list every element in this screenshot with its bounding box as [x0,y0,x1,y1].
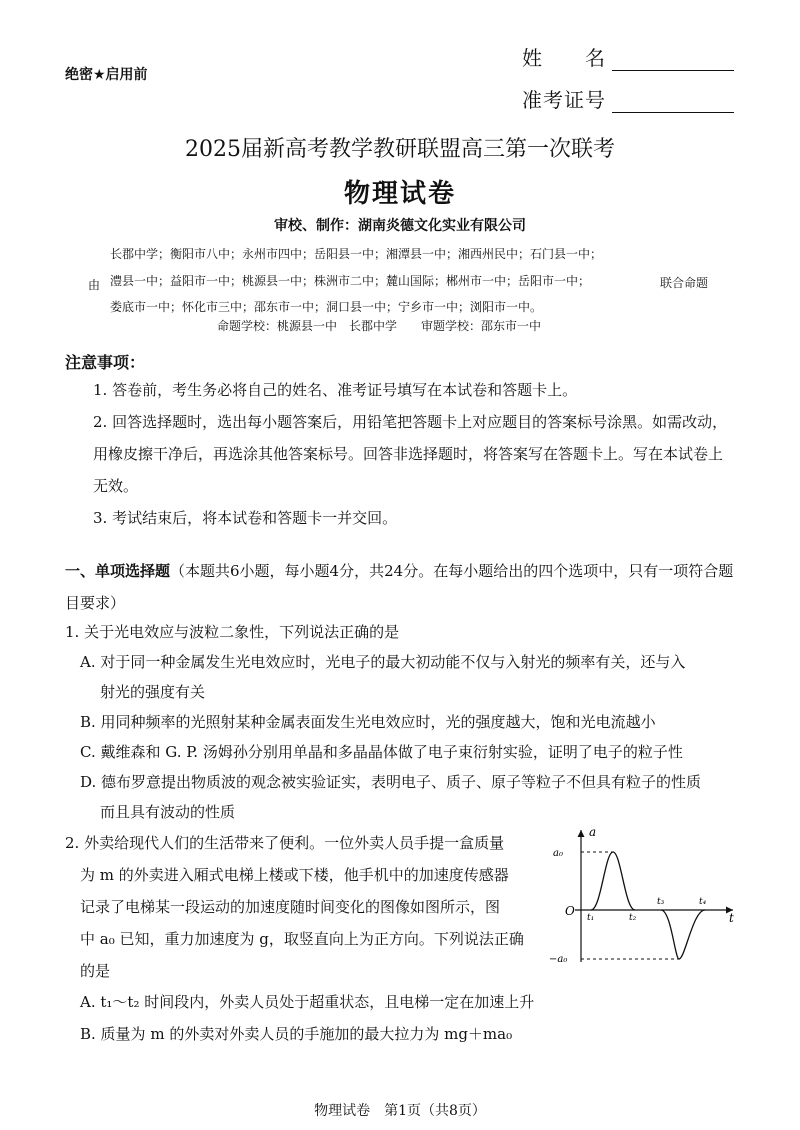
q2-stem-line-1: 2. 外卖给现代人们的生活带来了便利。一位外卖人员手提一盒质量 [65,834,505,852]
schools-line-3: 娄底市一中；怀化市三中；邵东市一中；洞口县一中；宁乡市一中；浏阳市一中。 [110,300,543,314]
section-desc: （本题共6小题，每小题4分，共24分。在每小题给出的四个选项中，只有一项符合题目要求） [65,562,734,612]
notice-item-2: 2. 回答选择题时，选出每小题答案后，用铅笔把答题卡上对应题目的答案标号涂黑。如需改动，用橡皮擦干净后，再选涂其他答案标号。回答非选择题时，将答案写在答题卡上。写在本试卷上无效。 [93,413,728,495]
name-label: 姓 名 [522,46,606,70]
q2-stem-line-5: 的是 [80,962,111,980]
notice-item-1: 1. 答卷前，考生务必将自己的姓名、准考证号填写在本试卷和答题卡上。 [93,381,578,399]
positive-pulse-curve [591,852,635,910]
acceleration-time-graph [545,822,745,972]
id-label: 准考证号 [522,88,606,112]
maker-line: 审校、制作：湖南炎德文化实业有限公司 [274,218,526,234]
t2-label: t₂ [629,913,637,923]
schools-suffix: 联合命题 [660,276,709,290]
t1-label: t₁ [587,913,595,923]
a0-label: a₀ [553,848,563,859]
schools-line-2: 澧县一中；益阳市一中；桃源县一中；株洲市二中；麓山国际；郴州市一中；岳阳市一中； [110,274,591,288]
q1-option-d-cont: 而且具有波动的性质 [100,803,236,821]
t4-label: t₄ [699,897,707,907]
id-field [522,84,734,113]
name-blank[interactable] [612,52,734,71]
proposing-schools: 命题学校：桃源县一中 长郡中学 审题学校：邵东市一中 [217,319,542,333]
q1-option-c: C. 戴维森和 G. P. 汤姆孙分别用单晶和多晶晶体做了电子束衍射实验，证明了电子的粒子性 [80,743,683,761]
section-header [65,555,737,619]
neg-a0-label: −a₀ [549,954,568,965]
q2-option-a: A. t₁～t₂ 时间段内，外卖人员处于超重状态，且电梯一定在加速上升 [80,993,535,1011]
q2-stem-line-4: 中 a₀ 已知，重力加速度为 g，取竖直向上为正方向。下列说法正确 [80,930,524,948]
q1-option-d: D. 德布罗意提出物质波的观念被实验证实，表明电子、质子、原子等粒子不但具有粒子的性质 [80,773,702,791]
q1-stem: 1. 关于光电效应与波粒二象性，下列说法正确的是 [65,623,400,641]
origin-label: O [565,904,575,918]
confidential-mark: 绝密★启用前 [65,67,148,83]
notice-title: 注意事项： [65,353,146,372]
t3-label: t₃ [657,897,665,907]
id-blank[interactable] [612,94,734,113]
q2-stem-line-2: 为 m 的外卖进入厢式电梯上楼或下楼，他手机中的加速度传感器 [80,866,509,884]
exam-title: 2025届新高考教学教研联盟高三第一次联考 [185,137,615,162]
schools-prefix: 由 [88,278,101,292]
negative-pulse-curve [661,910,705,959]
q1-option-b: B. 用同种频率的光照射某种金属表面发生光电效应时，光的强度越大，饱和光电流越小 [80,713,656,731]
x-axis-label: t [729,911,734,925]
notice-item-3: 3. 考试结束后，将本试卷和答题卡一并交回。 [93,509,398,527]
page-footer: 物理试卷 第1页（共8页） [314,1103,486,1119]
name-field [522,42,734,71]
q1-option-a: A. 对于同一种金属发生光电效应时，光电子的最大初动能不仅与入射光的频率有关，还与入 [80,653,686,671]
subject-title: 物理试卷 [343,179,456,209]
section-title: 一、单项选择题 [65,562,171,580]
q2-option-b: B. 质量为 m 的外卖对外卖人员的手施加的最大拉力为 mg＋ma₀ [80,1025,513,1043]
q1-option-a-cont: 射光的强度有关 [100,683,206,701]
q2-stem-line-3: 记录了电梯某一段运动的加速度随时间变化的图像如图所示，图 [80,898,501,916]
schools-line-1: 长郡中学；衡阳市八中；永州市四中；岳阳县一中；湘潭县一中；湘西州民中；石门县一中； [110,247,603,261]
y-axis-label: a [589,825,597,839]
